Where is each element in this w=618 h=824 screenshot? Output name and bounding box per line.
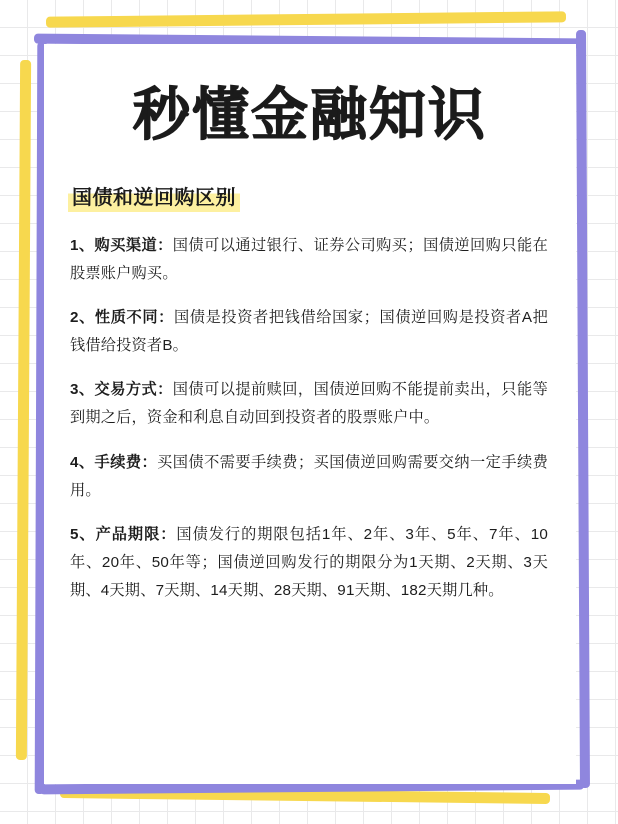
section-heading: 国债和逆回购区别 — [68, 180, 240, 212]
paragraph-4-lead: 4、手续费： — [70, 453, 158, 471]
content-card — [44, 44, 576, 784]
frame-stroke-purple-right — [576, 30, 590, 788]
paragraph-1-text: 国债可以通过银行、证券公司购买；国债逆回购只能在股票账户购买。 — [70, 236, 548, 282]
paragraph-3 — [70, 376, 548, 432]
paragraph-1 — [70, 232, 548, 288]
paragraph-5-lead: 5、产品期限： — [70, 525, 177, 543]
paragraph-2 — [70, 304, 548, 360]
paragraph-3-lead: 3、交易方式： — [70, 381, 173, 399]
subtitle-container — [44, 180, 576, 212]
paragraph-4 — [70, 449, 548, 505]
frame-stroke-yellow-left — [16, 60, 31, 760]
paragraph-1-lead: 1、购买渠道： — [70, 236, 173, 254]
paragraph-2-text: 国债是投资者把钱借给国家；国债逆回购是投资者A把钱借给投资者B。 — [70, 309, 548, 355]
paragraph-2-lead: 2、性质不同： — [70, 309, 174, 327]
paragraph-5-text: 国债发行的期限包括1年、2年、3年、5年、7年、10年、20年、50年等；国债逆回购发行的期限分为1天期、2天期、3天期、4天期、7天期、14天期、28天期、91天期、182天期几种。 — [70, 525, 548, 600]
frame-stroke-yellow-top — [46, 11, 566, 27]
page-title: 秒懂金融知识 — [133, 82, 487, 148]
paragraph-5 — [70, 521, 548, 605]
body-text — [44, 212, 576, 605]
paragraph-4-text: 买国债不需要手续费；买国债逆回购需要交纳一定手续费用。 — [70, 453, 549, 499]
paragraph-3-text: 国债可以提前赎回，国债逆回购不能提前卖出，只能等到期之后，资金和利息自动回到投资者的股票账户中。 — [70, 381, 548, 427]
